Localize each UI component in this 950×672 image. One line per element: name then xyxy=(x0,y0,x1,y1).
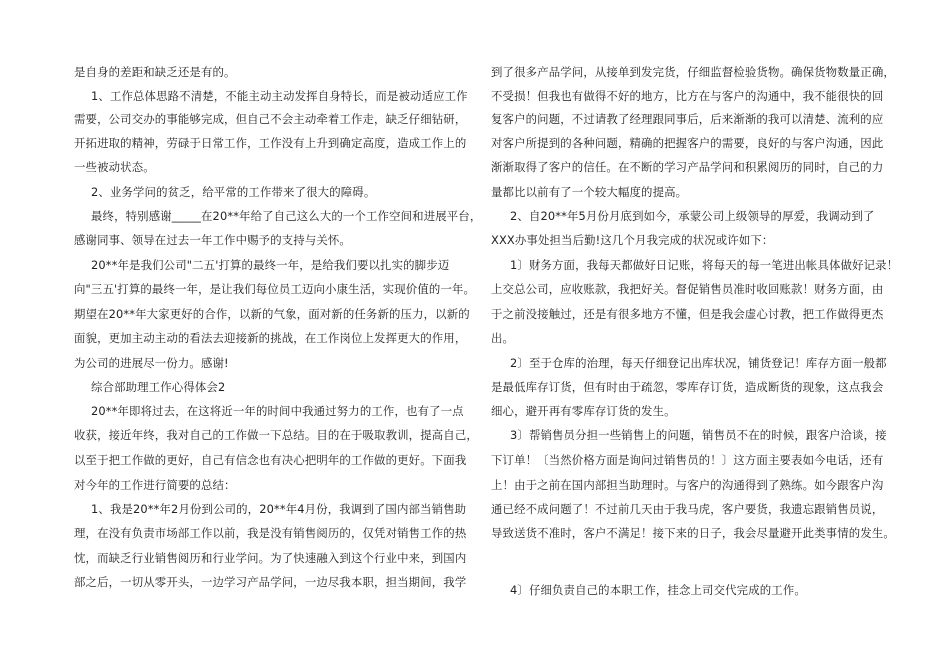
right-text-line: 是最低库存订货，但有时由于疏忽，零库存订货，造成断货的现象，这点我会 xyxy=(491,380,884,394)
right-text-line: 复客户的问题，不过请教了经理跟同事后，后来渐渐的我可以清楚、流利的应 xyxy=(491,112,884,126)
right-text-line: 到了很多产品学问，从接单到发完货，仔细监督检验货物。确保货物数量正确， xyxy=(491,65,895,79)
right-text-line: XXX办事处担当后勤!这几个月我完成的状况或许如下： xyxy=(491,233,774,247)
left-text-line: 综合部助理工作心得体会2 xyxy=(91,380,226,394)
left-text-line: 以至于把工作做的更好，自己有信念也有决心把明年的工作做的更好。下面我 xyxy=(74,453,467,467)
left-text-line: 1、我是20**年2月份到公司的，20**年4月份，我调到了国内部当销售助 xyxy=(91,502,467,516)
left-text-line: 对今年的工作进行简要的总结： xyxy=(74,478,236,492)
left-text-line: 2、业务学问的贫乏，给平常的工作带来了很大的障碍。 xyxy=(91,185,376,199)
right-text-line: 细心，避开再有零库存订货的发生。 xyxy=(491,404,676,418)
right-text-line: 出。 xyxy=(491,331,515,345)
left-text-line: 面貌，更加主动主动的看法去迎接新的挑战，在工作岗位上发挥更大的作用， xyxy=(74,331,467,345)
left-text-line: 感谢同事、领导在过去一年工作中赐予的支持与关怀。 xyxy=(74,233,351,247)
left-text-line: 一些被动状态。 xyxy=(74,160,155,174)
right-text-line: 对客户所提到的各种问题，精确的把握客户的需要，良好的与客户沟通，因此 xyxy=(491,136,884,150)
left-text-line: 期望在20**年大家更好的合作，以新的气象，面对新的任务新的压力，以新的 xyxy=(74,307,470,321)
right-text-line: 于之前没接触过，还是有很多地方不懂，但是我会虚心讨教，把工作做得更杰 xyxy=(491,307,884,321)
right-text-line: 3〕帮销售员分担一些销售上的问题，销售员不在的时候，跟客户洽谈，接 xyxy=(510,428,887,442)
right-text-line: 通已经不成问题了！不过前几天由于我马虎，客户要货，我遗忘跟销售员说， xyxy=(491,502,884,516)
left-text-line: 忱，而缺乏行业销售阅历和行业学问。为了快速融入到这个行业中来，到国内 xyxy=(74,551,467,565)
right-text-line: 不受损！但我也有做得不好的地方，比方在与客户的沟通中，我不能很快的回 xyxy=(491,89,884,103)
left-text-line: 最终，特别感谢_____在20**年给了自己这么大的一个工作空间和进展平台， xyxy=(91,209,482,223)
left-text-line: 理，在没有负责市场部工作以前，我是没有销售阅历的，仅凭对销售工作的热 xyxy=(74,526,467,540)
right-text-line: 1〕财务方面，我每天都做好日记账，将每天的每一笔进出帐具体做好记录！ xyxy=(510,258,899,272)
left-text-line: 为公司的进展尽一份力。感谢! xyxy=(74,356,229,370)
left-text-line: 部之后，一切从零开头，一边学习产品学问，一边尽我本职，担当期间，我学 xyxy=(74,575,467,589)
left-text-line: 是自身的差距和缺乏还是有的。 xyxy=(74,65,236,79)
left-text-line: 收获，接近年终，我对自己的工作做一下总结。目的在于吸取教训，提高自己， xyxy=(74,428,478,442)
right-text-line: 导致送货不准时，客户不满足！接下来的日子，我会尽量避开此类事情的发生。 xyxy=(491,526,895,540)
left-text-line: 20**年即将过去，在这将近一年的时间中我通过努力的工作，也有了一点 xyxy=(91,404,464,418)
right-text-line: 量都比以前有了一个较大幅度的提高。 xyxy=(491,185,688,199)
left-text-line: 1、工作总体思路不清楚，不能主动主动发挥自身特长，而是被动适应工作 xyxy=(91,89,468,103)
left-text-line: 向"三五'打算的最终一年，是让我们每位员工迈向小康生活，实现价值的一年。 xyxy=(74,282,476,296)
right-text-line: 下订单！〔当然价格方面是询问过销售员的！〕这方面主要表如今电话，还有 xyxy=(491,453,884,467)
right-text-line: 上！由于之前在国内部担当助理时。与客户的沟通得到了熟练。如今跟客户沟 xyxy=(491,478,884,492)
left-text-line: 20**年是我们公司"二五'打算的最终一年，是给我们要以扎实的脚步迈 xyxy=(91,258,450,272)
right-text-line: 4〕仔细负责自己的本职工作，挂念上司交代完成的工作。 xyxy=(510,583,806,597)
right-text-line: 渐渐取得了客户的信任。在不断的学习产品学问和积累阅历的同时，自己的力 xyxy=(491,160,884,174)
right-text-line: 上交总公司，应收账款，我把好关。督促销售员准时收回账款！财务方面，由 xyxy=(491,282,884,296)
left-text-line: 开拓进取的精神，劳碌于日常工作，工作没有上升到确定高度，造成工作上的 xyxy=(74,136,467,150)
left-text-line: 需要，公司交办的事能够完成，但自己不会主动牵着工作走，缺乏仔细钻研， xyxy=(74,112,467,126)
right-text-line: 2〕至于仓库的治理，每天仔细登记出库状况，铺货登记！库存方面一般都 xyxy=(510,356,887,370)
right-text-line: 2、自20**年5月份月底到如今，承蒙公司上级领导的厚爱，我调动到了 xyxy=(510,209,875,223)
